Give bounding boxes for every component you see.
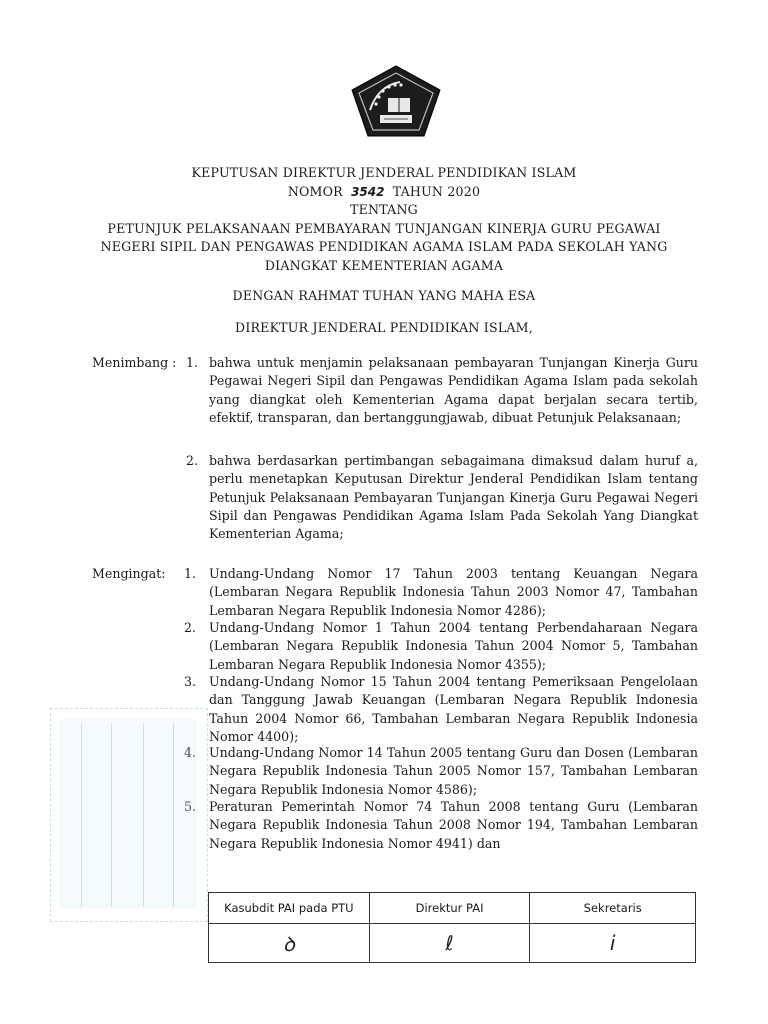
mengingat-item-number: 4. bbox=[184, 745, 197, 760]
document-title-block bbox=[60, 164, 708, 275]
paraf-signature: ꝺ bbox=[282, 931, 295, 956]
mengingat-item-text: Undang-Undang Nomor 1 Tahun 2004 tentang Perbendaharaan Negara (Lembaran Negara Republik Indonesia Tahun 2004 Nomor 5, Tambahan Lembaran Negara Republik Indonesia Nomor 4355); bbox=[209, 620, 698, 672]
mengingat-item-number: 2. bbox=[184, 620, 197, 635]
paraf-cell-direktur bbox=[369, 924, 530, 963]
nomor-suffix: TAHUN 2020 bbox=[392, 183, 481, 199]
handwritten-number: 3542 bbox=[351, 184, 385, 199]
mengingat-item-number: 5. bbox=[184, 799, 197, 814]
mengingat-item-text: Peraturan Pemerintah Nomor 74 Tahun 2008 tentang Guru (Lembaran Negara Republik Indonesia Tahun 2008 Nomor 194, Tambahan Lembaran Negara Republik Indonesia Nomor 4941) dan bbox=[209, 799, 698, 851]
menimbang-item-number: 2. bbox=[186, 453, 199, 468]
greeting: DENGAN RAHMAT TUHAN YANG MAHA ESA bbox=[232, 288, 536, 303]
mengingat-item-number: 1. bbox=[184, 566, 197, 581]
faded-receipt-stamp bbox=[50, 708, 208, 922]
paraf-header-kasubdit: Kasubdit PAI pada PTU bbox=[209, 893, 370, 924]
mengingat-item-text: Undang-Undang Nomor 15 Tahun 2004 tentang Pemeriksaan Pengelolaan dan Tanggung Jawab Keuangan (Lembaran Negara Republik Indonesia Tahun 2004 Nomor 66, Tambahan Lembaran Negara Republik Indonesia Nomor 4400); bbox=[209, 674, 698, 744]
kementerian-agama-emblem-icon bbox=[348, 64, 444, 138]
menimbang-item-text: bahwa berdasarkan pertimbangan sebagaimana dimaksud dalam huruf a, perlu menetapkan Keputusan Direktur Jenderal Pendidikan Islam tentang Petunjuk Pelaksanaan Pembayaran Tunjangan Kinerja Guru Pegawai Negeri Sipil dan Pengawas Pendidikan Agama Islam Pada Sekolah Yang Diangkat Kementerian Agama; bbox=[209, 453, 698, 542]
paraf-signature: ℓ bbox=[445, 931, 454, 955]
menimbang-label: Menimbang : bbox=[92, 355, 177, 370]
mengingat-item-number: 3. bbox=[184, 674, 197, 689]
paraf-header-sekretaris: Sekretaris bbox=[530, 893, 696, 924]
subject-line-3: DIANGKAT KEMENTERIAN AGAMA bbox=[264, 257, 504, 273]
menimbang-item-number: 1. bbox=[186, 355, 199, 370]
mengingat-label: Mengingat: bbox=[92, 566, 166, 581]
nomor-prefix: NOMOR bbox=[287, 183, 343, 199]
paraf-cell-kasubdit bbox=[209, 924, 370, 963]
paraf-table bbox=[208, 892, 696, 963]
subject-line-1: PETUNJUK PELAKSANAAN PEMBAYARAN TUNJANGAN KINERJA GURU PEGAWAI bbox=[107, 220, 661, 236]
paraf-signature: i bbox=[609, 931, 616, 955]
decree-title: KEPUTUSAN DIREKTUR JENDERAL PENDIDIKAN ISLAM bbox=[191, 165, 577, 180]
mengingat-item-text: Undang-Undang Nomor 17 Tahun 2003 tentang Keuangan Negara (Lembaran Negara Republik Indonesia Tahun 2003 Nomor 47, Tambahan Lembaran Negara Republik Indonesia Nomor 4286); bbox=[209, 566, 698, 618]
menimbang-item-text: bahwa untuk menjamin pelaksanaan pembayaran Tunjangan Kinerja Guru Pegawai Negeri Sipil dan Pengawas Pendidikan Agama Islam pada sekolah yang diangkat oleh Kementerian Agama dapat berjalan secara tertib, efektif, transparan, dan bertanggungjawab, dibuat Petunjuk Pelaksanaan; bbox=[209, 355, 698, 425]
mengingat-item-text: Undang-Undang Nomor 14 Tahun 2005 tentang Guru dan Dosen (Lembaran Negara Republik Indonesia Tahun 2005 Nomor 157, Tambahan Lembaran Negara Republik Indonesia Nomor 4586); bbox=[209, 745, 698, 797]
paraf-header-direktur: Direktur PAI bbox=[369, 893, 530, 924]
tentang-label: TENTANG bbox=[350, 202, 418, 217]
director-heading: DIREKTUR JENDERAL PENDIDIKAN ISLAM, bbox=[235, 320, 533, 335]
decree-number-line bbox=[60, 183, 708, 202]
paraf-cell-sekretaris bbox=[530, 924, 696, 963]
subject-line-2: NEGERI SIPIL DAN PENGAWAS PENDIDIKAN AGAMA ISLAM PADA SEKOLAH YANG bbox=[100, 239, 668, 254]
